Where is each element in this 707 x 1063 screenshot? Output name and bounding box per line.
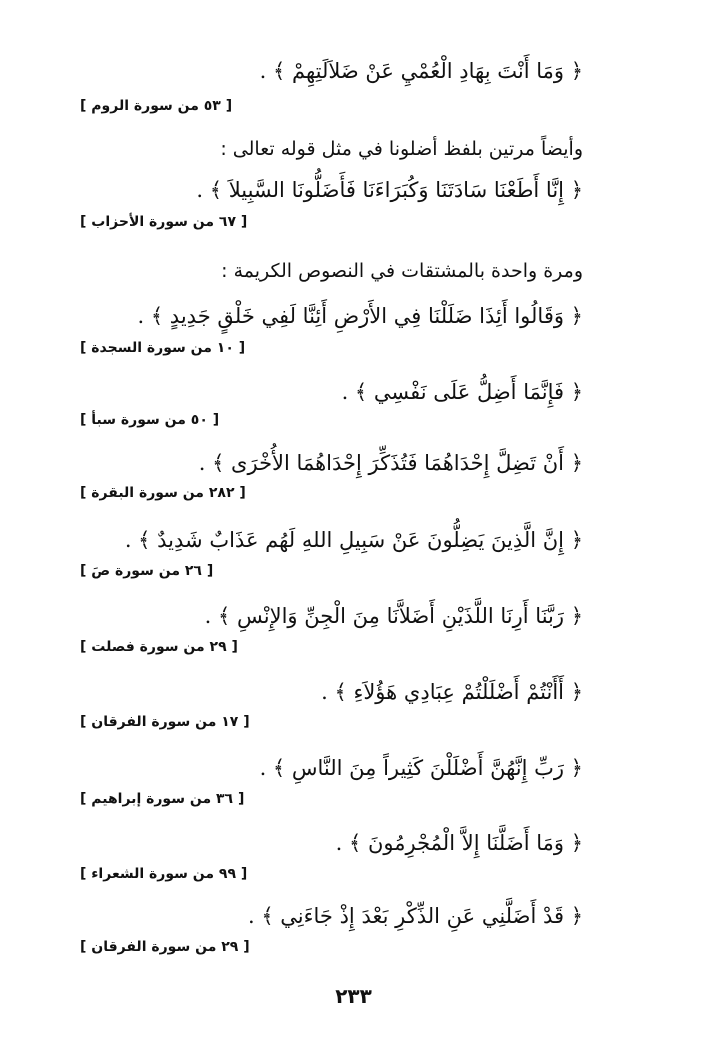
verse-line: ﴿ قَدْ أَضَلَّنِي عَنِ الذِّكْرِ بَعْدَ إِذْ جَاءَنِي ﴾ . [247,904,583,928]
verse-reference: [ ٥٣ من سورة الروم ] [80,98,233,114]
verse-line: ﴿ رَبَّنَا أَرِنَا اللَّذَيْنِ أَضَلاَّنَا مِنَ الْجِنِّ وَالإِنْسِ ﴾ . [204,604,583,628]
verse-reference: [ ٢٩ من سورة فصلت ] [80,639,238,655]
verse-line: ﴿ أَأَنْتُمْ أَضْلَلْتُمْ عِبَادِي هَؤُلاَءِ ﴾ . [321,680,583,704]
verse-reference: [ ٢٦ من سورة صَ ] [80,563,214,579]
prose-line: ومرة واحدة بالمشتقات في النصوص الكريمة : [221,260,583,282]
verse-reference: [ ٢٨٢ من سورة البقرة ] [80,485,246,501]
verse-reference: [ ٩٩ من سورة الشعراء ] [80,866,248,882]
verse-reference: [ ٦٧ من سورة الأحزاب ] [80,214,248,230]
verse-line: ﴿ رَبِّ إِنَّهُنَّ أَضْلَلْنَ كَثِيراً مِنَ النَّاسِ ﴾ . [259,756,583,780]
prose-line: وأيضاً مرتين بلفظ أضلونا في مثل قوله تعالى : [220,138,583,160]
verse-line: ﴿ إِنَّ الَّذِينَ يَضِلُّونَ عَنْ سَبِيلِ اللهِ لَهُم عَذَابٌ شَدِيدٌ ﴾ . [124,528,583,552]
verse-line: ﴿ إِنَّا أَطَعْنَا سَادَتَنَا وَكُبَرَاءَنَا فَأَضَلُّونَا السَّبِيلاَ ﴾ . [196,178,583,202]
verse-line: ﴿ أَنْ تَضِلَّ إِحْدَاهُمَا فَتُذَكِّرَ إِحْدَاهُمَا الأُخْرَى ﴾ . [198,451,583,475]
verse-reference: [ ٣٦ من سورة إبراهيم ] [80,791,245,807]
verse-reference: [ ٥٠ من سورة سبأ ] [80,412,220,428]
verse-reference: [ ٢٩ من سورة الفرقان ] [80,939,250,955]
page-number: ٢٣٣ [335,984,372,1008]
verse-line: ﴿ وَمَا أَضَلَّنَا إِلاَّ الْمُجْرِمُونَ ﴾ . [335,831,583,855]
verse-line: ﴿ فَإِنَّمَا أَضِلُّ عَلَى نَفْسِي ﴾ . [341,380,583,404]
verse-reference: [ ١٧ من سورة الفرقان ] [80,714,250,730]
verse-line: ﴿ وَقَالُوا أَئِذَا ضَلَلْنَا فِي الأَرْضِ أَئِنَّا لَفِي خَلْقٍ جَدِيدٍ ﴾ . [137,304,583,328]
verse-line: ﴿ وَمَا أَنْتَ بِهَادِ الْعُمْيِ عَنْ ضَلاَلَتِهِمْ ﴾ . [259,59,583,83]
verse-reference: [ ١٠ من سورة السجدة ] [80,340,246,356]
